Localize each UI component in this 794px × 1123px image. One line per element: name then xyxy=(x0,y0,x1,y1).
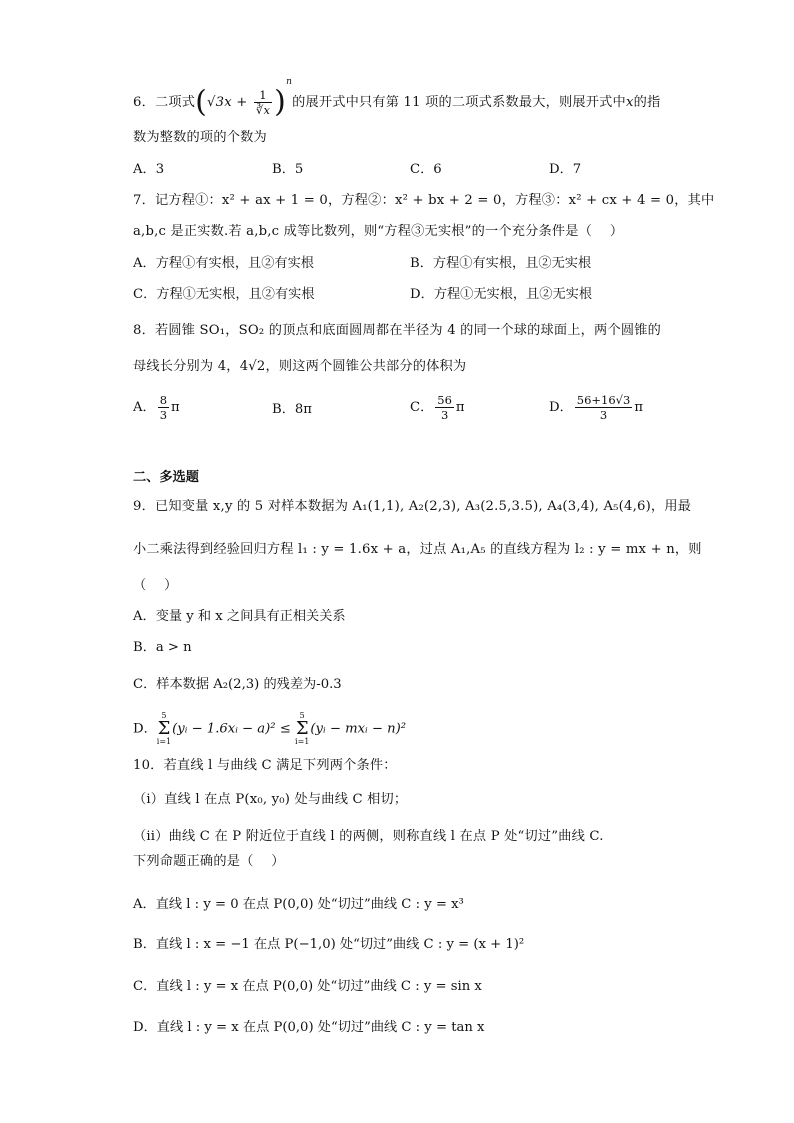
left-paren: ( xyxy=(195,84,208,120)
q8-option-c: C． $\frac{56}{3}$ π xyxy=(410,393,465,422)
q7-line1: 7．记方程①：x² + ax + 1 = 0，方程②：x² + bx + 2 = 0，方程③：x² + cx + 4 = 0，其中 xyxy=(133,193,715,208)
q9-option-d: D． 5 Σ i=1 (yᵢ − 1.6xᵢ − a)² ≤ 5 Σ i=1 (yᵢ − mxᵢ − n)² xyxy=(133,711,407,746)
q6-exponent: n xyxy=(286,77,293,87)
q10-line1: 10．若直线 l 与曲线 C 满足下列两个条件： xyxy=(133,758,397,773)
q6-term1: √3x xyxy=(207,95,232,110)
q8-option-b: B．8π xyxy=(272,402,312,417)
sum-symbol-right: 5 Σ i=1 xyxy=(295,711,310,746)
q8-option-a: A． $\frac{8}{3}$ π xyxy=(133,393,180,422)
q9-line3: （ ） xyxy=(133,578,178,593)
q10-option-a: A．直线 l : y = 0 在点 P(0,0) 处“切过”曲线 C : y = x³ xyxy=(133,897,464,912)
q9-option-c: C．样本数据 A₂(2,3) 的残差为-0.3 xyxy=(133,677,342,692)
section-title-multi-choice: 二、多选题 xyxy=(133,470,199,485)
q10-option-d: D．直线 l : y = x 在点 P(0,0) 处“切过”曲线 C : y = tan x xyxy=(133,1020,485,1035)
q6-option-d: D．7 xyxy=(549,162,582,177)
q10-line4: 下列命题正确的是（ ） xyxy=(133,854,285,869)
q10-option-c: C．直线 l : y = x 在点 P(0,0) 处“切过”曲线 C : y = sin x xyxy=(133,979,482,994)
q6-option-b: B．5 xyxy=(272,162,304,177)
q6-end: 的指 xyxy=(633,95,661,110)
q6-fraction: $\frac{1}{∛x}$ xyxy=(255,88,271,117)
q9-option-b: B．a > n xyxy=(133,640,192,655)
q9-line2: 小二乘法得到经验回归方程 l₁ : y = 1.6x + a，过点 A₁,A₅ 的直线方程为 l₂ : y = mx + n，则 xyxy=(133,542,702,557)
q9-line1: 9．已知变量 x,y 的 5 对样本数据为 A₁(1,1), A₂(2,3), A₃(2.5,3.5), A₄(3,4), A₅(4,6)，用最 xyxy=(133,499,692,514)
q6-option-a: A．3 xyxy=(133,162,165,177)
q8-option-d: D． $\frac{56+16√3}{3}$ π xyxy=(549,393,643,422)
q6-plus: + xyxy=(231,95,252,110)
q7-line2: a,b,c 是正实数.若 a,b,c 成等比数列，则“方程③无实根”的一个充分条件是（ ） xyxy=(133,224,624,239)
q8-line2: 母线长分别为 4，4√2，则这两个圆锥公共部分的体积为 xyxy=(133,359,467,374)
q7-option-a: A．方程①有实根，且②有实根 xyxy=(133,256,314,271)
q7-option-d: D．方程①无实根，且②无实根 xyxy=(410,287,593,302)
q10-cond2: （ii）曲线 C 在 P 附近位于直线 l 的两侧，则称直线 l 在点 P 处“切过”曲线 C. xyxy=(133,829,604,844)
right-paren: ) xyxy=(274,84,287,120)
q7-option-c: C．方程①无实根，且②有实根 xyxy=(133,287,315,302)
q6-var: x xyxy=(625,95,634,110)
sum-symbol-left: 5 Σ i=1 xyxy=(156,711,172,746)
q9-option-a: A．变量 y 和 x 之间具有正相关关系 xyxy=(133,609,346,624)
q10-option-b: B．直线 l : x = −1 在点 P(−1,0) 处“切过”曲线 C : y = (x + 1)² xyxy=(133,937,525,952)
q6-option-c: C．6 xyxy=(410,162,442,177)
q6-suffix: 的展开式中只有第 11 项的二项式系数最大，则展开式中 xyxy=(292,95,626,110)
q7-option-b: B．方程①有实根，且②无实根 xyxy=(410,256,592,271)
q6-prefix: 6．二项式 xyxy=(133,95,196,110)
q6-line2: 数为整数的项的个数为 xyxy=(133,130,267,145)
q8-line1: 8．若圆锥 SO₁，SO₂ 的顶点和底面圆周都在半径为 4 的同一个球的球面上，两个圆锥的 xyxy=(133,323,661,338)
q10-cond1: （i）直线 l 在点 P(x₀, y₀) 处与曲线 C 相切； xyxy=(133,792,408,807)
q6-line1 xyxy=(133,72,660,118)
